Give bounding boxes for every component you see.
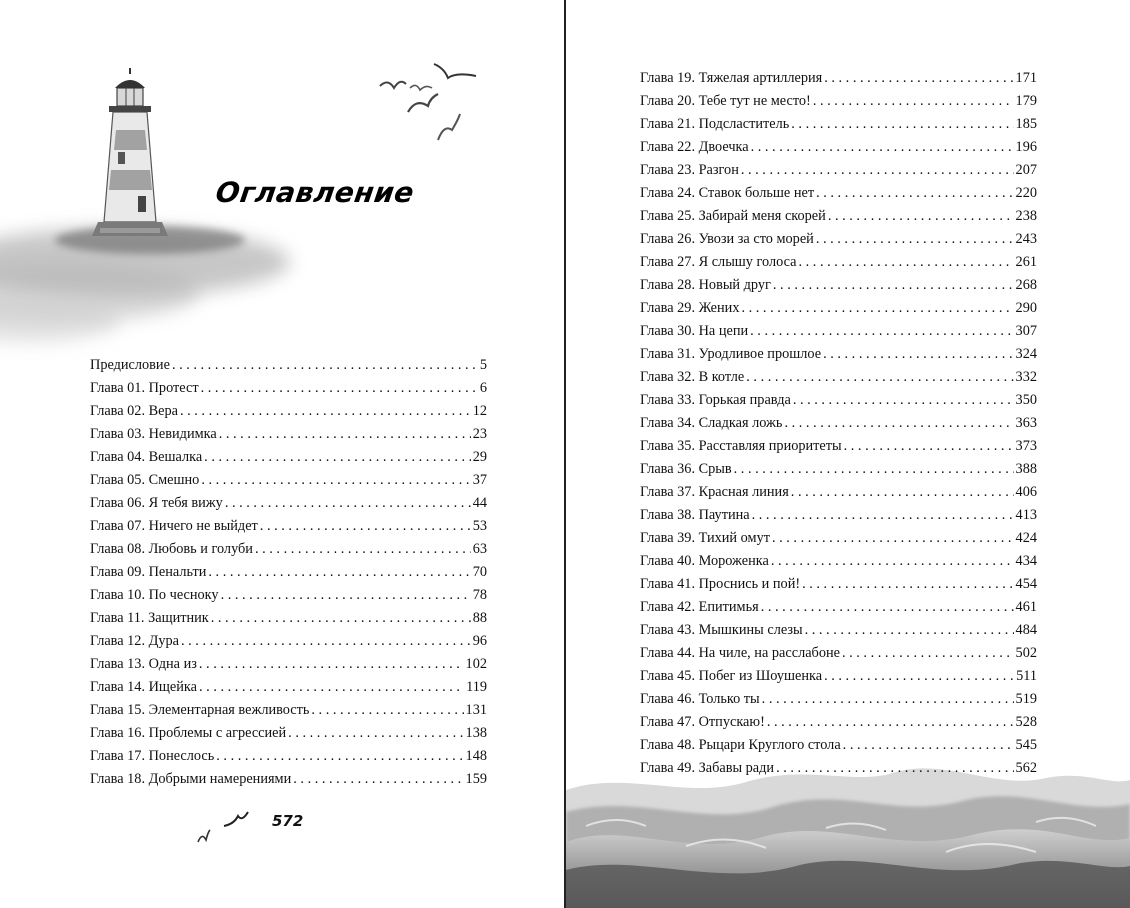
toc-entry-title: Глава 49. Забавы ради [640,760,775,776]
toc-entry-page: 159 [465,771,487,787]
toc-entry [640,665,1037,688]
toc-entry-title: Глава 27. Я слышу голоса [640,254,797,270]
toc-entry [640,228,1037,251]
toc-entry-title: Глава 37. Красная линия [640,484,789,500]
toc-entry [90,561,487,584]
dot-leader [221,584,471,607]
toc-entry-page: 102 [465,656,487,672]
toc-entry-page: 484 [1015,622,1037,638]
dot-leader [751,136,1014,159]
toc-entry-page: 78 [472,587,487,603]
toc-entry-page: 406 [1015,484,1037,500]
toc-entry-page: 268 [1015,277,1037,293]
toc-entry [640,389,1037,412]
dot-leader [842,642,1014,665]
toc-entry-page: 261 [1015,254,1037,270]
toc-entry-page: 185 [1015,116,1037,132]
toc-entry-title: Глава 03. Невидимка [90,426,217,442]
toc-entry [90,515,487,538]
toc-entry-title: Глава 38. Паутина [640,507,750,523]
toc-entry-page: 37 [472,472,487,488]
toc-entry-page: 88 [472,610,487,626]
toc-entry-title: Глава 34. Сладкая ложь [640,415,783,431]
toc-entry-title: Глава 33. Горькая правда [640,392,791,408]
dot-leader [734,458,1014,481]
toc-entry-page: 70 [472,564,487,580]
toc-entry-title: Глава 36. Срыв [640,461,732,477]
toc-entry-page: 502 [1015,645,1037,661]
toc-entry-page: 424 [1015,530,1037,546]
dot-leader [201,377,478,400]
toc-entry-title: Предисловие [90,357,170,373]
dot-leader [746,366,1013,389]
toc-entry [640,550,1037,573]
toc-entry [640,412,1037,435]
toc-entry-title: Глава 11. Защитник [90,610,209,626]
toc-entry-page: 171 [1015,70,1037,86]
toc-entry [640,366,1037,389]
toc-list-left [90,354,487,791]
dot-leader [201,469,470,492]
toc-entry [90,722,487,745]
toc-entry [640,343,1037,366]
toc-entry [640,619,1037,642]
toc-entry [640,481,1037,504]
toc-entry-page: 23 [472,426,487,442]
toc-entry [90,699,487,722]
toc-entry-title: Глава 41. Проснись и пой! [640,576,801,592]
dot-leader [793,389,1014,412]
toc-entry [90,446,487,469]
toc-entry [90,469,487,492]
toc-entry [90,377,487,400]
toc-entry-page: 528 [1015,714,1037,730]
dot-leader [828,205,1014,228]
toc-entry-page: 220 [1015,185,1037,201]
dot-leader [741,297,1013,320]
toc-entry [90,584,487,607]
toc-entry-title: Глава 20. Тебе тут не место! [640,93,811,109]
toc-entry-title: Глава 26. Увози за сто морей [640,231,814,247]
dot-leader [225,492,471,515]
toc-entry [640,159,1037,182]
dot-leader [784,412,1013,435]
dot-leader [211,607,471,630]
toc-entry-title: Глава 23. Разгон [640,162,739,178]
toc-entry-page: 238 [1015,208,1037,224]
toc-entry-title: Глава 48. Рыцари Круглого стола [640,737,841,753]
toc-entry [90,400,487,423]
toc-entry [640,435,1037,458]
dot-leader [172,354,478,377]
toc-entry-page: 545 [1015,737,1037,753]
toc-entry-page: 63 [472,541,487,557]
toc-entry-title: Глава 08. Любовь и голуби [90,541,253,557]
toc-entry [640,734,1037,757]
dot-leader [255,538,471,561]
dot-leader [288,722,463,745]
dot-leader [805,619,1014,642]
toc-entry [640,251,1037,274]
toc-entry-title: Глава 10. По чесноку [90,587,219,603]
dot-leader [180,400,471,423]
toc-entry-page: 53 [472,518,487,534]
toc-entry-title: Глава 43. Мышкины слезы [640,622,803,638]
toc-entry-page: 434 [1015,553,1037,569]
dot-leader [767,711,1014,734]
toc-entry-page: 12 [472,403,487,419]
dot-leader [802,573,1013,596]
dot-leader [843,734,1014,757]
toc-entry [640,67,1037,90]
dot-leader [199,676,464,699]
toc-entry-title: Глава 09. Пенальти [90,564,207,580]
toc-entry-page: 44 [472,495,487,511]
dot-leader [816,228,1014,251]
toc-entry-title: Глава 12. Дура [90,633,179,649]
toc-entry-title: Глава 04. Вешалка [90,449,203,465]
toc-entry-title: Глава 14. Ищейка [90,679,198,695]
toc-entry [640,274,1037,297]
toc-entry-page: 243 [1015,231,1037,247]
dot-leader [741,159,1014,182]
toc-entry [640,182,1037,205]
toc-entry [640,113,1037,136]
toc-entry-title: Глава 06. Я тебя вижу [90,495,223,511]
toc-entry-title: Глава 42. Епитимья [640,599,759,615]
toc-entry-page: 196 [1015,139,1037,155]
toc-entry-page: 324 [1015,346,1037,362]
toc-entry [640,573,1037,596]
toc-entry [90,768,487,791]
toc-entry-page: 332 [1015,369,1037,385]
dot-leader [773,274,1014,297]
dot-leader [762,688,1014,711]
dot-leader [204,446,471,469]
toc-entry-page: 350 [1015,392,1037,408]
dot-leader [824,67,1013,90]
toc-entry [90,492,487,515]
toc-entry-page: 148 [465,748,487,764]
dot-leader [216,745,463,768]
dot-leader [791,113,1013,136]
toc-entry-title: Глава 15. Элементарная вежливость [90,702,310,718]
toc-entry-page: 6 [479,380,487,396]
toc-entry-title: Глава 44. На чиле, на расслабоне [640,645,840,661]
toc-entry-title: Глава 02. Вера [90,403,178,419]
toc-entry [90,607,487,630]
dot-leader [752,504,1014,527]
toc-entry [90,653,487,676]
toc-entry [90,745,487,768]
toc-entry-title: Глава 24. Ставок больше нет [640,185,815,201]
toc-entry-title: Глава 45. Побег из Шоушенка [640,668,823,684]
toc-entry-title: Глава 35. Расставляя приоритеты [640,438,842,454]
toc-entry-page: 96 [472,633,487,649]
toc-entry [640,205,1037,228]
toc-entry-title: Глава 28. Новый друг [640,277,771,293]
toc-entry-title: Глава 17. Понеслось [90,748,215,764]
dot-leader [208,561,470,584]
toc-entry-page: 207 [1015,162,1037,178]
toc-entry [640,90,1037,113]
toc-entry [640,596,1037,619]
toc-list-right [640,67,1037,780]
dot-leader [199,653,464,676]
toc-entry [90,538,487,561]
toc-entry-page: 511 [1016,668,1037,684]
toc-entry [640,320,1037,343]
toc-entry-page: 131 [465,702,487,718]
toc-entry [90,630,487,653]
toc-entry-title: Глава 05. Смешно [90,472,200,488]
toc-entry-title: Глава 21. Подсластитель [640,116,790,132]
dot-leader [776,757,1013,780]
toc-entry [640,688,1037,711]
dot-leader [813,90,1014,113]
toc-entry-page: 5 [479,357,487,373]
toc-entry-page: 388 [1015,461,1037,477]
toc-entry-title: Глава 25. Забирай меня скорей [640,208,826,224]
toc-entry-page: 119 [466,679,487,695]
dot-leader [791,481,1014,504]
toc-entry-title: Глава 31. Уродливое прошлое [640,346,822,362]
toc-entry-page: 363 [1015,415,1037,431]
right-page [566,0,1130,908]
dot-leader [823,343,1013,366]
toc-entry-page: 307 [1015,323,1037,339]
toc-entry [640,757,1037,780]
toc-entry [90,676,487,699]
toc-entry-title: Глава 29. Жених [640,300,740,316]
dot-leader [293,768,463,791]
dot-leader [761,596,1014,619]
toc-entry-page: 29 [472,449,487,465]
toc-entry-title: Глава 18. Добрыми намерениями [90,771,292,787]
toc-entry-page: 519 [1015,691,1037,707]
dot-leader [311,699,463,722]
toc-entry-title: Глава 32. В котле [640,369,745,385]
toc-entry [90,354,487,377]
toc-entry-page: 454 [1015,576,1037,592]
toc-entry-title: Глава 07. Ничего не выйдет [90,518,258,534]
toc-entry-title: Глава 19. Тяжелая артиллерия [640,70,823,86]
toc-entry-title: Глава 16. Проблемы с агрессией [90,725,287,741]
toc-entry-title: Глава 47. Отпускаю! [640,714,765,730]
toc-title: Оглавление [213,176,417,209]
toc-entry [90,423,487,446]
dot-leader [799,251,1014,274]
toc-entry [640,458,1037,481]
toc-entry-page: 179 [1015,93,1037,109]
dot-leader [844,435,1014,458]
toc-entry-title: Глава 13. Одна из [90,656,197,672]
toc-entry-page: 138 [465,725,487,741]
toc-entry-page: 461 [1015,599,1037,615]
toc-entry [640,711,1037,734]
toc-entry [640,527,1037,550]
dot-leader [750,320,1013,343]
dot-leader [771,550,1014,573]
toc-entry-page: 290 [1015,300,1037,316]
toc-entry-page: 373 [1015,438,1037,454]
dot-leader [181,630,471,653]
dot-leader [816,182,1013,205]
page-number: 572 [272,812,304,830]
dot-leader [219,423,471,446]
toc-entry [640,297,1037,320]
dot-leader [824,665,1014,688]
toc-entry-page: 413 [1015,507,1037,523]
toc-entry-title: Глава 46. Только ты [640,691,760,707]
toc-entry-title: Глава 40. Мороженка [640,553,769,569]
toc-entry-title: Глава 01. Протест [90,380,199,396]
dot-leader [260,515,471,538]
toc-entry-title: Глава 39. Тихий омут [640,530,770,546]
toc-entry [640,642,1037,665]
toc-entry-title: Глава 22. Двоечка [640,139,749,155]
dot-leader [772,527,1014,550]
toc-entry-title: Глава 30. На цепи [640,323,749,339]
toc-entry [640,136,1037,159]
toc-entry-page: 562 [1015,760,1037,776]
toc-entry [640,504,1037,527]
